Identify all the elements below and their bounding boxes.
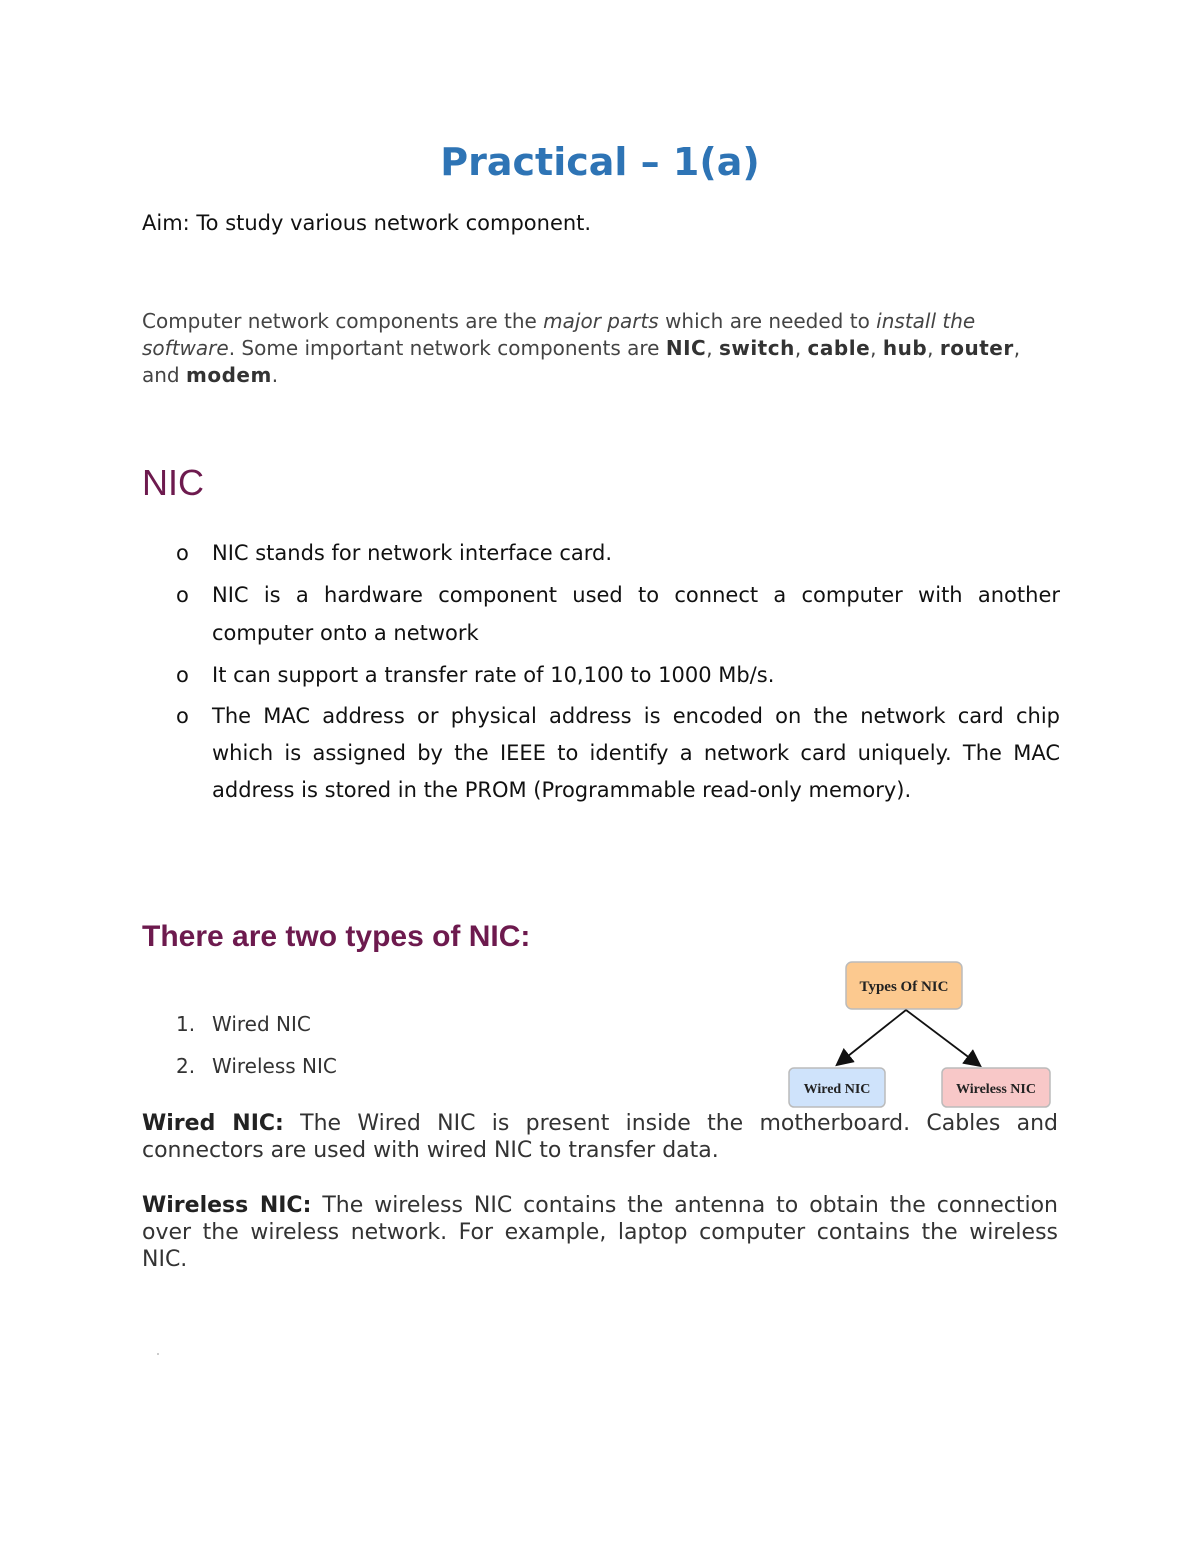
separator: ,: [927, 336, 940, 360]
list-item: [142, 1012, 337, 1054]
list-number: 1.: [176, 1012, 196, 1036]
list-number: 2.: [176, 1054, 196, 1078]
list-item: [142, 576, 1060, 652]
component-nic: NIC: [665, 336, 707, 360]
list-item: [142, 534, 1060, 572]
page-title: Practical – 1(a): [440, 140, 760, 184]
separator: .: [271, 363, 279, 387]
separator: ,: [706, 336, 719, 360]
list-item-text: Wired NIC: [212, 1012, 311, 1036]
list-item-text: It can support a transfer rate of 10,100 to 1000 Mb/s.: [212, 663, 775, 687]
wireless-nic-text: The wireless NIC contains the antenna to obtain the connection over the wireless network. For example, laptop computer contains the wireless NIC.: [142, 1193, 1058, 1272]
wired-nic-text: The Wired NIC is present inside the motherboard. Cables and connectors are used with wired NIC to transfer data.: [142, 1111, 1059, 1163]
intro-text: . Some important network components are: [228, 336, 666, 360]
separator: , and: [142, 336, 1021, 387]
list-item-text: NIC is a hardware component used to connect a computer with another computer onto a network: [212, 583, 1060, 645]
intro-italic: install the software: [142, 309, 976, 360]
diagram-arrow-right: [906, 1010, 979, 1065]
separator: ,: [794, 336, 808, 360]
intro-italic: major parts: [543, 309, 659, 333]
component-modem: modem: [185, 363, 272, 387]
component-cable: cable: [807, 336, 871, 360]
list-item-text: The MAC address or physical address is encoded on the network card chip which is assigned by the IEEE to identify a network card uniquely. The MAC address is stored in the PROM (Programmable read-only memory).: [212, 704, 1060, 802]
nic-types-diagram: [780, 955, 1060, 1115]
bullet-icon: o: [176, 583, 189, 607]
nic-list: [142, 534, 1060, 809]
wireless-nic-paragraph: [142, 1192, 1058, 1273]
diagram-left-label: Wired NIC: [803, 1082, 871, 1097]
component-hub: hub: [882, 336, 928, 360]
wired-nic-label: Wired NIC:: [142, 1111, 284, 1136]
component-router: router: [939, 336, 1014, 360]
bullet-icon: o: [176, 704, 189, 728]
stray-mark: [157, 1353, 159, 1355]
list-item: [142, 656, 1060, 694]
types-heading: There are two types of NIC:: [142, 920, 531, 953]
wireless-nic-label: Wireless NIC:: [142, 1193, 312, 1218]
bullet-icon: o: [176, 541, 189, 565]
list-item-text: NIC stands for network interface card.: [212, 541, 613, 565]
bullet-icon: o: [176, 663, 189, 687]
intro-text: Computer network components are the: [142, 309, 544, 333]
diagram-arrow-left: [838, 1010, 906, 1064]
list-item: [142, 1054, 337, 1096]
intro-text: which are needed to: [658, 309, 877, 333]
intro-paragraph: [142, 308, 1062, 389]
list-item-text: Wireless NIC: [212, 1054, 337, 1078]
types-list: [142, 1012, 337, 1096]
component-switch: switch: [718, 336, 795, 360]
list-item: [142, 698, 1060, 809]
wired-nic-paragraph: [142, 1110, 1058, 1164]
separator: ,: [870, 336, 883, 360]
diagram-right-label: Wireless NIC: [956, 1082, 1036, 1097]
diagram-root-label: Types Of NIC: [859, 979, 949, 995]
nic-heading: NIC: [142, 462, 204, 503]
aim-text: Aim: To study various network component.: [142, 211, 592, 235]
